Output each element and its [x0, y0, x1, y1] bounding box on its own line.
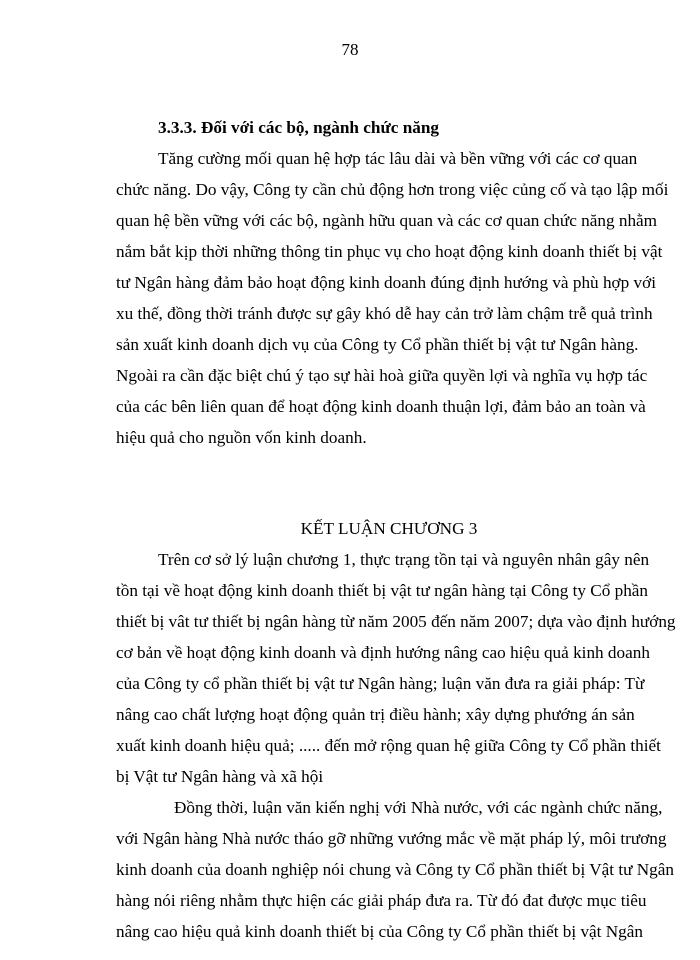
text-line: quan hệ bền vững với các bộ, ngành hữu quan và các cơ quan chức năng nhằm	[116, 211, 658, 230]
text-line: nâng cao hiệu quả kinh doanh thiết bị của Công ty Cổ phần thiết bị vật Ngân	[116, 922, 643, 941]
page-number: 78	[341, 40, 359, 59]
section-heading: 3.3.3. Đối với các bộ, ngành chức năng	[158, 118, 440, 137]
chapter-conclusion-title: KẾT LUẬN CHƯƠNG 3	[300, 519, 478, 538]
text-line: Trên cơ sở lý luận chương 1, thực trạng tồn tại và nguyên nhân gây nên	[158, 550, 650, 569]
text-line: sản xuất kinh doanh dịch vụ của Công ty Cổ phần thiết bị vật tư Ngân hàng.	[116, 335, 639, 354]
text-line: nắm bắt kịp thời những thông tin phục vụ cho hoạt động kinh doanh thiết bị vật	[116, 242, 663, 261]
text-line: của các bên liên quan để hoạt động kinh doanh thuận lợi, đảm bảo an toàn và	[116, 397, 646, 416]
text-line: bị Vật tư Ngân hàng và xã hội	[116, 767, 324, 786]
text-line: Tăng cường mối quan hệ hợp tác lâu dài và bền vững với các cơ quan	[158, 149, 638, 168]
text-line: nâng cao chất lượng hoạt động quản trị điều hành; xây dựng phướng án sản	[116, 705, 635, 724]
text-line: hàng nói riêng nhằm thực hiện các giải pháp đưa ra. Từ đó đat được mục tiêu	[116, 891, 647, 910]
text-line: cơ bản về hoạt động kinh doanh và định hướng nâng cao hiệu quả kinh doanh	[116, 643, 650, 662]
text-line: tồn tại về hoạt động kinh doanh thiết bị vật tư ngân hàng tại Công ty Cổ phần	[116, 581, 649, 600]
text-line: xuất kinh doanh hiệu quả; ..... đến mở rộng quan hệ giữa Công ty Cổ phần thiết	[116, 736, 661, 755]
text-line: Ngoài ra cần đặc biệt chú ý tạo sự hài hoà giữa quyền lợi và nghĩa vụ hợp tác	[116, 366, 648, 385]
text-line: tư Ngân hàng đảm bảo hoạt động kinh doanh đúng định hướng và phù hợp với	[116, 273, 656, 292]
text-line: xu thế, đồng thời tránh được sự gây khó dễ hay cản trở làm chậm trễ quả trình	[116, 304, 653, 323]
page-content	[116, 112, 676, 947]
text-line: với Ngân hàng Nhà nước tháo gỡ những vướng mắc về mặt pháp lý, môi trương	[116, 829, 667, 848]
section-paragraph	[116, 143, 669, 453]
conclusion-paragraph-2	[116, 792, 674, 947]
text-line: hiệu quả cho nguồn vốn kinh doanh.	[116, 428, 367, 447]
text-line: kinh doanh của doanh nghiệp nói chung và Công ty Cổ phần thiết bị Vật tư Ngân	[116, 860, 674, 879]
text-line: của Công ty cổ phần thiết bị vật tư Ngân hàng; luận văn đưa ra giải pháp: Từ	[116, 674, 645, 693]
text-line: chức năng. Do vậy, Công ty cần chủ động hơn trong việc củng cố và tạo lập mối	[116, 180, 669, 199]
text-line: thiết bị vât tư thiết bị ngân hàng từ năm 2005 đến năm 2007; dựa vào định hướng	[116, 612, 676, 631]
conclusion-paragraph-1	[116, 544, 676, 792]
text-line: Đồng thời, luận văn kiến nghị với Nhà nước, với các ngành chức năng,	[174, 798, 663, 817]
